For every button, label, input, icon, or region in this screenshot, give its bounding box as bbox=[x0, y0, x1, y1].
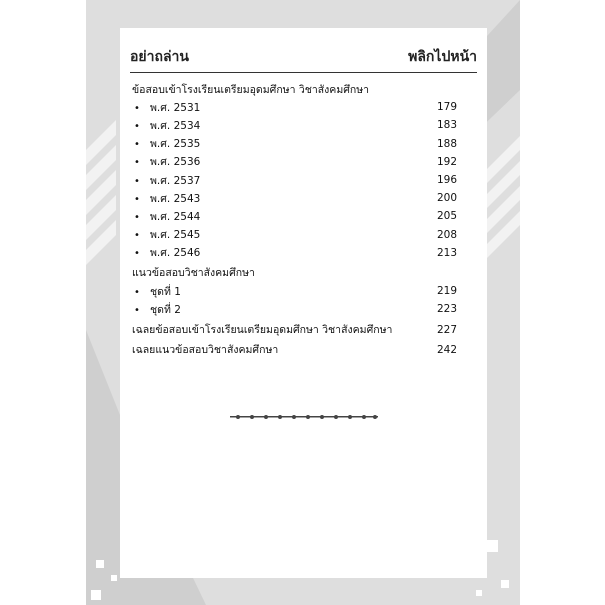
toc-entry: • ชุดที่ 1 219 bbox=[134, 285, 457, 298]
toc-entry: • พ.ศ. 2531 179 bbox=[134, 101, 457, 114]
toc-title: อย่าถล่าน bbox=[130, 49, 189, 65]
page-number: 205 bbox=[436, 210, 457, 223]
toc-page bbox=[120, 28, 487, 578]
toc-entry: • พ.ศ. 2546 213 bbox=[134, 246, 457, 260]
section-heading: แนวข้อสอบวิชาสังคมศึกษา bbox=[132, 267, 255, 280]
toc-entry: • พ.ศ. 2536 192 bbox=[134, 155, 457, 169]
bullet-icon: • bbox=[134, 175, 140, 187]
toc-entry: เฉลยข้อสอบเข้าโรงเรียนเตรียมอุดมศึกษา วิชาสังคมศึกษา 227 bbox=[132, 323, 457, 337]
toc-header bbox=[130, 44, 477, 73]
ornamental-divider bbox=[230, 413, 378, 421]
bullet-icon: • bbox=[134, 139, 140, 151]
bullet-icon: • bbox=[134, 157, 140, 169]
bullet-icon: • bbox=[134, 193, 140, 205]
page-number: 223 bbox=[436, 303, 457, 316]
page-number: 192 bbox=[436, 155, 457, 168]
toc-entry: • ชุดที่ 2 223 bbox=[134, 303, 457, 316]
page-number: 208 bbox=[436, 228, 457, 241]
bullet-icon: • bbox=[134, 248, 140, 260]
bullet-icon: • bbox=[134, 102, 140, 114]
page-number: 213 bbox=[436, 246, 457, 259]
page-number: 219 bbox=[436, 285, 457, 298]
page-number: 242 bbox=[436, 343, 457, 356]
bullet-icon: • bbox=[134, 286, 140, 298]
bullet-icon: • bbox=[134, 304, 140, 316]
toc-entry: • พ.ศ. 2534 183 bbox=[134, 119, 457, 132]
page-number: 227 bbox=[436, 323, 457, 336]
section-heading: ข้อสอบเข้าโรงเรียนเตรียมอุดมศึกษา วิชาสังคมศึกษา bbox=[132, 83, 370, 96]
toc-entry: เฉลยแนวข้อสอบวิชาสังคมศึกษา 242 bbox=[132, 343, 457, 357]
page-number: 183 bbox=[436, 119, 457, 132]
toc-entry: • พ.ศ. 2543 200 bbox=[134, 192, 457, 205]
page-column-label: พลิกไปหน้า bbox=[408, 49, 477, 65]
page-number: 179 bbox=[436, 101, 457, 114]
bullet-icon: • bbox=[134, 120, 140, 132]
toc-entry: • พ.ศ. 2544 205 bbox=[134, 210, 457, 223]
page-number: 188 bbox=[436, 137, 457, 150]
toc-entry: • พ.ศ. 2545 208 bbox=[134, 228, 457, 242]
toc-entry: • พ.ศ. 2535 188 bbox=[134, 137, 457, 151]
table-of-contents bbox=[132, 80, 457, 359]
page-number: 200 bbox=[436, 192, 457, 205]
page-number: 196 bbox=[436, 174, 457, 187]
bullet-icon: • bbox=[134, 230, 140, 242]
toc-entry: • พ.ศ. 2537 196 bbox=[134, 174, 457, 187]
bullet-icon: • bbox=[134, 211, 140, 223]
